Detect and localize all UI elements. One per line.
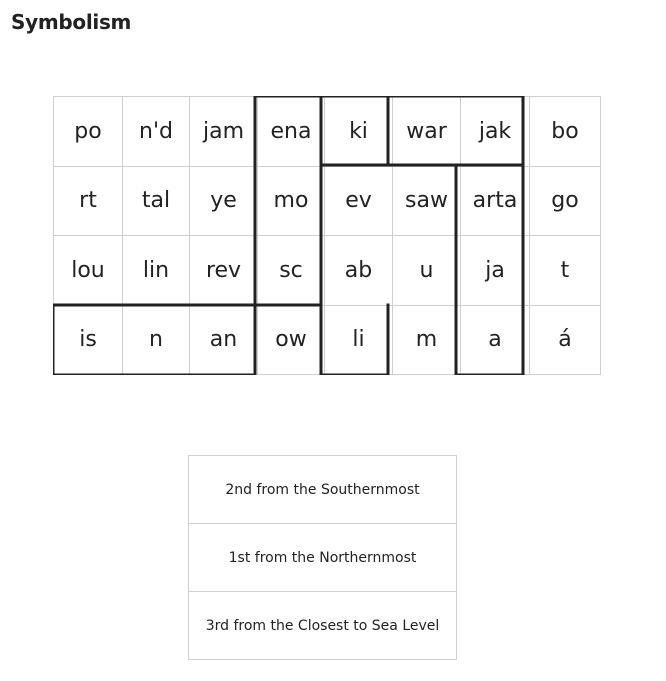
grid-cell: lou [54, 236, 123, 306]
grid-cell: a [461, 305, 530, 375]
clue-row [189, 592, 457, 660]
grid-cell: n [123, 305, 190, 375]
grid-cell: n'd [123, 97, 190, 167]
grid-cell: rev [190, 236, 258, 306]
grid-cell: po [54, 97, 123, 167]
syllable-grid [53, 96, 592, 375]
grid-row [54, 236, 601, 306]
grid-row [54, 166, 601, 236]
clue-table [188, 455, 457, 660]
grid-cell: an [190, 305, 258, 375]
grid-cell: go [530, 166, 601, 236]
grid-cell: saw [393, 166, 461, 236]
grid-cell: t [530, 236, 601, 306]
grid-cell: ki [325, 97, 393, 167]
grid-cell: sc [258, 236, 325, 306]
grid-cell: ow [258, 305, 325, 375]
syllable-table [53, 96, 601, 375]
grid-cell: arta [461, 166, 530, 236]
grid-cell: ena [258, 97, 325, 167]
grid-cell: ja [461, 236, 530, 306]
grid-row [54, 97, 601, 167]
clue-cell: 2nd from the Southernmost [189, 456, 457, 524]
grid-row [54, 305, 601, 375]
grid-cell: rt [54, 166, 123, 236]
grid-cell: mo [258, 166, 325, 236]
grid-cell: lin [123, 236, 190, 306]
grid-cell: war [393, 97, 461, 167]
grid-cell: jam [190, 97, 258, 167]
grid-cell: á [530, 305, 601, 375]
clue-row [189, 456, 457, 524]
clue-cell: 1st from the Northernmost [189, 524, 457, 592]
clue-row [189, 524, 457, 592]
grid-cell: u [393, 236, 461, 306]
clue-cell: 3rd from the Closest to Sea Level [189, 592, 457, 660]
grid-cell: bo [530, 97, 601, 167]
grid-cell: tal [123, 166, 190, 236]
grid-cell: m [393, 305, 461, 375]
page-title: Symbolism [11, 10, 132, 34]
grid-cell: ye [190, 166, 258, 236]
grid-cell: li [325, 305, 393, 375]
grid-cell: jak [461, 97, 530, 167]
grid-cell: ev [325, 166, 393, 236]
grid-cell: ab [325, 236, 393, 306]
grid-cell: is [54, 305, 123, 375]
